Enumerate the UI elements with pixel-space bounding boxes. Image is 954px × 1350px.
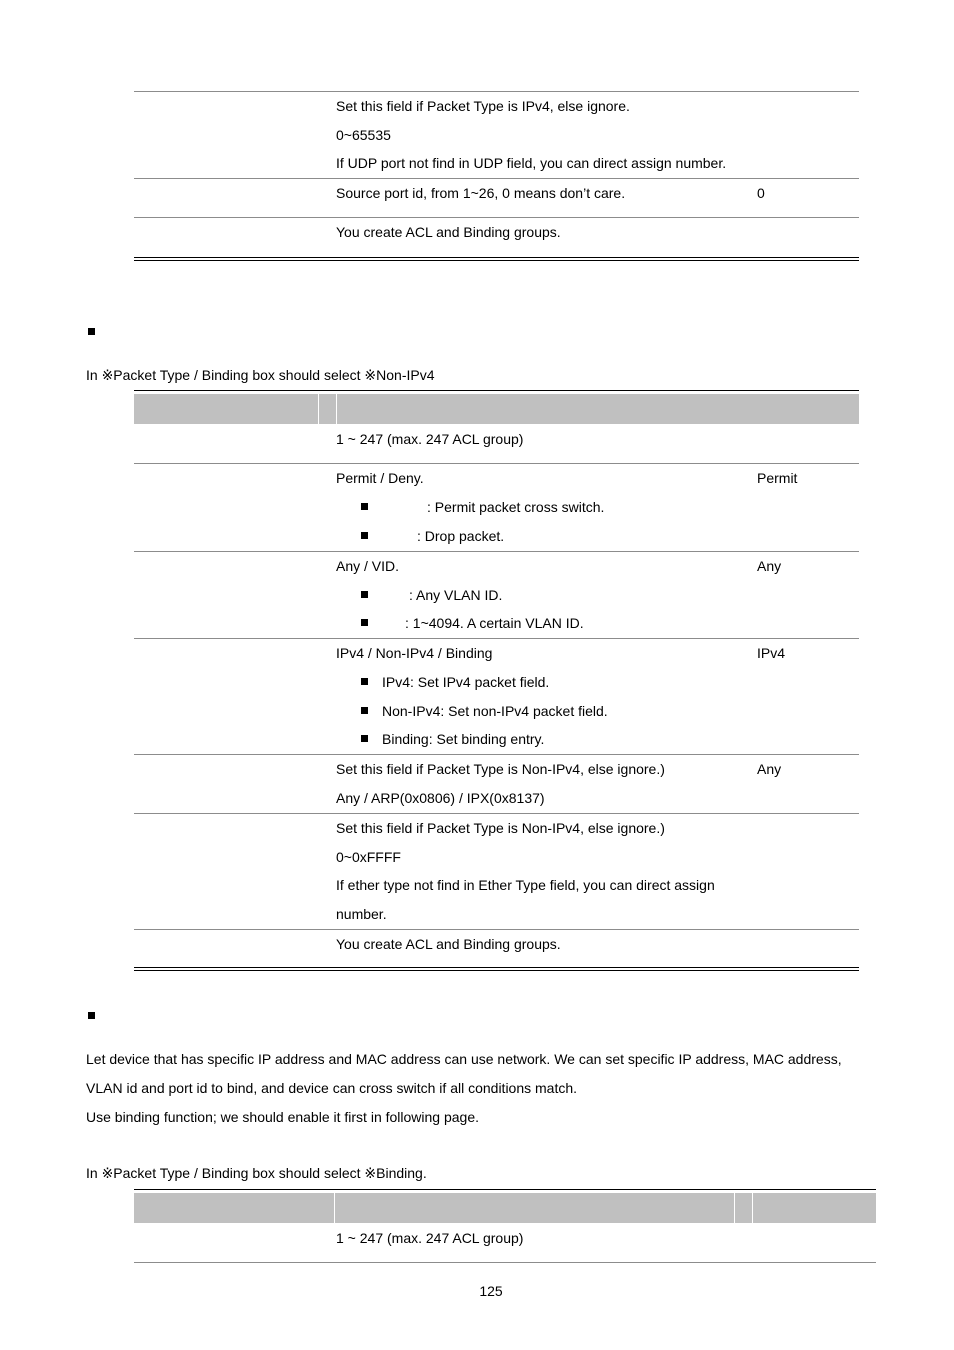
row-divider: [134, 813, 859, 814]
paragraph-line: Let device that has specific IP address and MAC address can use network. We can set specific IP address, MAC address,: [86, 1051, 842, 1067]
table-header: [134, 1193, 876, 1223]
table-top-rule: [134, 390, 859, 391]
row-divider: [134, 463, 859, 464]
row-divider: [134, 929, 859, 930]
bullet-text: : Permit packet cross switch.: [427, 499, 605, 515]
default-value: Permit: [757, 470, 798, 486]
default-value: Any: [757, 761, 782, 777]
bullet-text: Non-IPv4: Set non-IPv4 packet field.: [382, 703, 608, 719]
bullet-text: IPv4: Set IPv4 packet field.: [382, 674, 550, 690]
bullet-icon: [361, 591, 368, 598]
bullet-text: : 1~4094. A certain VLAN ID.: [405, 615, 584, 631]
default-value: Any: [757, 558, 782, 574]
table-header: [134, 394, 859, 424]
cell-text: Set this field if Packet Type is Non-IPv4, else ignore.): [336, 820, 665, 836]
section-bullet-icon: [88, 328, 95, 335]
section-bullet-icon: [88, 1012, 95, 1019]
cell-text: Set this field if Packet Type is Non-IPv4, else ignore.): [336, 761, 665, 777]
bullet-icon: [361, 503, 368, 510]
table-bottom-rule: [134, 967, 859, 968]
header-separator: [334, 1193, 335, 1223]
bullet-text: : Any VLAN ID.: [409, 587, 503, 603]
row-divider: [134, 1262, 876, 1263]
cell-text: 0~0xFFFF: [336, 849, 401, 865]
cell-text: Source port id, from 1~26, 0 means don’t care.: [336, 185, 626, 201]
default-value: 0: [757, 185, 765, 201]
paragraph-line: VLAN id and port id to bind, and device can cross switch if all conditions match.: [86, 1080, 578, 1096]
cell-text: Any / VID.: [336, 558, 400, 574]
row-divider: [134, 217, 859, 218]
header-separator: [318, 394, 319, 424]
cell-text: You create ACL and Binding groups.: [336, 936, 561, 952]
table-bottom-rule: [134, 970, 859, 971]
header-separator: [734, 1193, 735, 1223]
cell-text: IPv4 / Non-IPv4 / Binding: [336, 645, 493, 661]
section-intro: In ※Packet Type / Binding box should select ※Non-IPv4: [86, 367, 435, 383]
bullet-icon: [361, 619, 368, 626]
row-divider: [134, 754, 859, 755]
row-divider: [134, 638, 859, 639]
cell-text: 1 ~ 247 (max. 247 ACL group): [336, 431, 524, 447]
cell-text: number.: [336, 906, 387, 922]
bullet-icon: [361, 735, 368, 742]
bullet-icon: [361, 678, 368, 685]
default-value: IPv4: [757, 645, 786, 661]
bullet-text: : Drop packet.: [417, 528, 505, 544]
cell-text: Set this field if Packet Type is IPv4, else ignore.: [336, 98, 630, 114]
table-top-line: [134, 91, 859, 92]
header-separator: [752, 1193, 753, 1223]
bullet-text: Binding: Set binding entry.: [382, 731, 545, 747]
cell-text: If ether type not find in Ether Type field, you can direct assign: [336, 877, 715, 893]
section-intro: In ※Packet Type / Binding box should select ※Binding.: [86, 1165, 427, 1181]
bullet-icon: [361, 532, 368, 539]
table-bottom-rule: [134, 260, 859, 261]
paragraph-line: Use binding function; we should enable it first in following page.: [86, 1109, 480, 1125]
cell-text: If UDP port not find in UDP field, you can direct assign number.: [336, 155, 727, 171]
cell-text: 0~65535: [336, 127, 391, 143]
cell-text: Any / ARP(0x0806) / IPX(0x8137): [336, 790, 545, 806]
cell-text: Permit / Deny.: [336, 470, 424, 486]
row-divider: [134, 178, 859, 179]
cell-text: 1 ~ 247 (max. 247 ACL group): [336, 1230, 524, 1246]
table-bottom-rule: [134, 257, 859, 258]
page-number: 125: [479, 1283, 503, 1299]
table-top-rule: [134, 1189, 876, 1190]
row-divider: [134, 551, 859, 552]
bullet-icon: [361, 707, 368, 714]
header-separator: [336, 394, 337, 424]
cell-text: You create ACL and Binding groups.: [336, 224, 561, 240]
